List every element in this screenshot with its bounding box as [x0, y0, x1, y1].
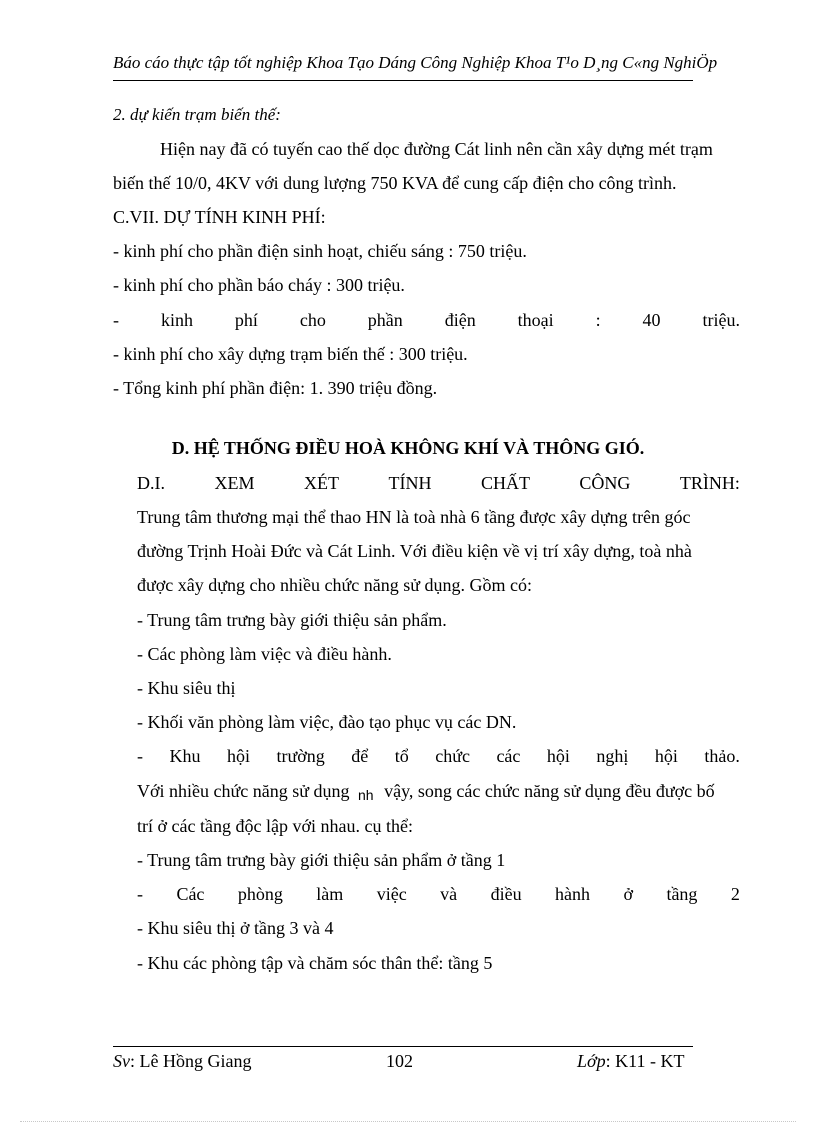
word: phòng	[237, 884, 283, 904]
list-item: - Khu siêu thị ở tầng 3 và 4	[137, 918, 334, 938]
list-item: - Khu siêu thị	[137, 678, 236, 698]
list-item: - Khối văn phòng làm việc, đào tạo phục vụ các DN.	[137, 712, 517, 732]
word: -	[137, 884, 143, 904]
paragraph-line: đường Trịnh Hoài Đức và Cát Linh. Với điều kiện về vị trí xây dựng, toà nhà	[137, 541, 692, 561]
word: tầng	[666, 884, 698, 904]
list-item: - Trung tâm trưng bày giới thiệu sản phẩm.	[137, 610, 447, 630]
word: Khu	[169, 746, 201, 766]
page-number: 102	[386, 1051, 413, 1071]
paragraph-line: trí ở các tầng độc lập với nhau. cụ thể:	[137, 816, 413, 836]
word: thảo.	[704, 746, 740, 766]
word: hội	[546, 746, 570, 766]
word: trường	[276, 746, 325, 766]
list-item-justified	[137, 883, 740, 905]
word: chức	[435, 746, 470, 766]
footer-value: : K11 - KT	[605, 1051, 685, 1071]
list-item: - Trung tâm trưng bày giới thiệu sản phẩm ở tầng 1	[137, 850, 506, 870]
word: phí	[234, 310, 258, 330]
word: XÉT	[303, 473, 339, 493]
page-header: Báo cáo thực tập tốt nghiệp Khoa Tạo Dáng Công Nghiệp Khoa T¹o D¸ng C«ng NghiÖp	[113, 53, 718, 72]
paragraph-line: được xây dựng cho nhiều chức năng sử dụng. Gồm có:	[137, 575, 532, 595]
text-segment-small: nh	[358, 787, 374, 803]
word: phần	[367, 310, 403, 330]
list-item-justified	[137, 745, 740, 767]
list-item: - Các phòng làm việc và điều hành.	[137, 644, 392, 664]
header-rule	[113, 80, 693, 81]
word: hành	[555, 884, 591, 904]
paragraph-line: biến thế 10/0, 4KV với dung lượng 750 KVA để cung cấp điện cho công trình.	[113, 173, 677, 193]
text-segment: vậy, song các chức năng sử dụng đều được bố	[384, 781, 715, 801]
word: để	[351, 746, 369, 766]
section-heading-substation: 2. dự kiến trạm biến thế:	[113, 105, 281, 124]
word: ở	[623, 884, 633, 904]
word: tổ	[394, 746, 409, 766]
word: TRÌNH:	[679, 473, 740, 493]
footer-student	[113, 1050, 251, 1072]
cost-item-justified	[113, 309, 740, 331]
text-segment: Với nhiều chức năng sử dụng	[137, 781, 350, 801]
word: làm	[316, 884, 344, 904]
word: 40	[642, 310, 661, 330]
paragraph-line: Hiện nay đã có tuyến cao thế dọc đường Cát linh nên cần xây dựng mét trạm	[160, 139, 713, 159]
word: hội	[654, 746, 678, 766]
word: -	[113, 310, 119, 330]
page-edge-dotted-line	[20, 1121, 796, 1122]
word: CÔNG	[579, 473, 631, 493]
word: :	[595, 310, 601, 330]
word: hội	[226, 746, 250, 766]
word: XEM	[214, 473, 255, 493]
cost-item: - kinh phí cho phần báo cháy : 300 triệu.	[113, 275, 405, 295]
word: các	[496, 746, 521, 766]
word: nghị	[596, 746, 629, 766]
paragraph-line: Trung tâm thương mại thể thao HN là toà nhà 6 tầng được xây dựng trên góc	[137, 507, 691, 527]
cost-item: - kinh phí cho xây dựng trạm biến thế : 300 triệu.	[113, 344, 468, 364]
word: điều	[490, 884, 522, 904]
section-heading-cost: C.VII. DỰ TÍNH KINH PHÍ:	[113, 207, 326, 227]
word: D.I.	[137, 473, 165, 493]
word: CHẤT	[480, 473, 530, 493]
footer-rule	[113, 1046, 693, 1047]
word: 2	[730, 884, 740, 904]
word: việc	[376, 884, 407, 904]
word: triệu.	[702, 310, 740, 330]
paragraph-line	[137, 780, 715, 803]
footer-value: : Lê Hồng Giang	[130, 1051, 252, 1071]
cost-total: - Tổng kinh phí phần điện: 1. 390 triệu đồng.	[113, 378, 438, 398]
footer-class	[577, 1050, 684, 1072]
word: và	[440, 884, 458, 904]
word: điện	[444, 310, 476, 330]
subsection-heading-d1	[137, 472, 740, 494]
section-heading-hvac: D. HỆ THỐNG ĐIỀU HOÀ KHÔNG KHÍ VÀ THÔNG GIÓ.	[171, 438, 645, 458]
list-item: - Khu các phòng tập và chăm sóc thân thể: tầng 5	[137, 953, 493, 973]
footer-label: Lớp	[577, 1051, 606, 1071]
word: Các	[176, 884, 205, 904]
word: -	[137, 746, 143, 766]
word: kinh	[160, 310, 193, 330]
footer-label: Sv	[113, 1051, 130, 1071]
word: TÍNH	[388, 473, 432, 493]
cost-item: - kinh phí cho phần điện sinh hoạt, chiếu sáng : 750 triệu.	[113, 241, 527, 261]
word: thoại	[517, 310, 554, 330]
word: cho	[299, 310, 326, 330]
